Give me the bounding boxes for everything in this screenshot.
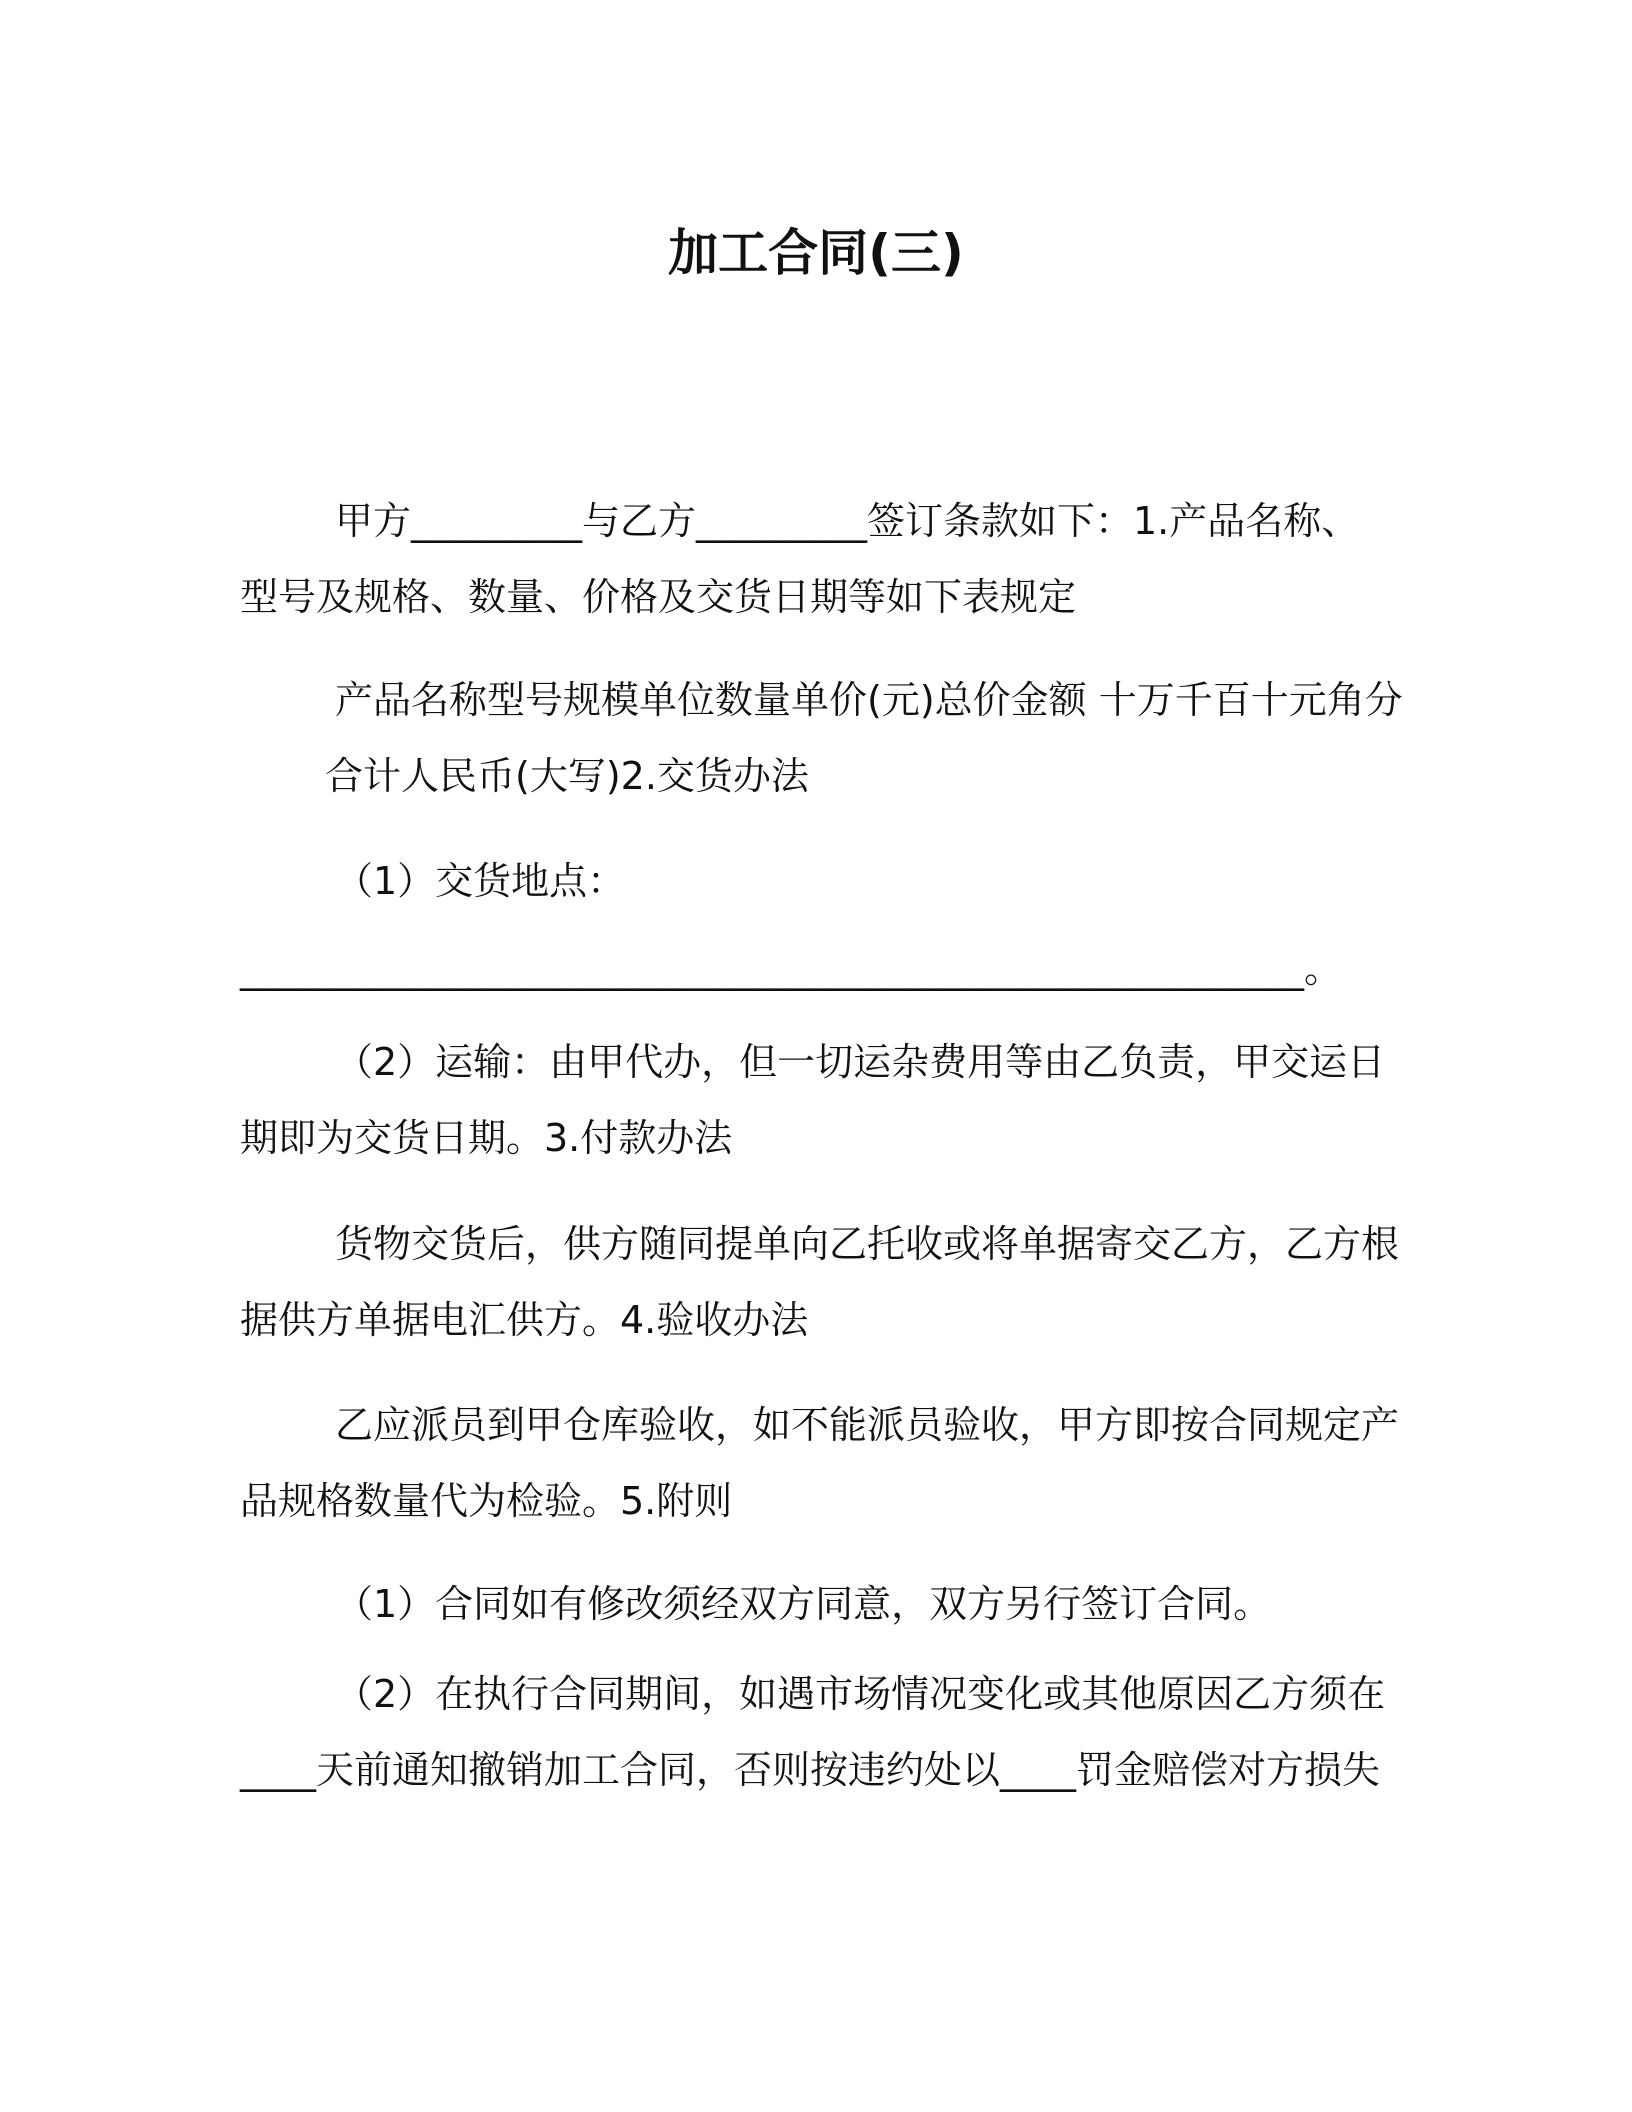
- paragraph-line: 合计人民币(大写)2.交货办法: [325, 754, 809, 798]
- paragraph-line: （2）运输：由甲代办，但一切运杂费用等由乙负责，甲交运日: [335, 1040, 1386, 1084]
- paragraph-transport: [240, 1024, 1386, 1176]
- paragraph-termination: [240, 1656, 1386, 1808]
- paragraph-parties: [240, 483, 1380, 635]
- paragraph-line: 货物交货后，供方随同提单向乙托收或将单据寄交乙方，乙方根: [335, 1222, 1400, 1266]
- paragraph-line: （1）合同如有修改须经双方同意，双方另行签订合同。: [335, 1582, 1272, 1626]
- paragraph-blank-line: [240, 931, 1380, 1007]
- paragraph-line: ________________________________________________________。: [240, 947, 1343, 991]
- paragraph-inspection: [240, 1387, 1400, 1539]
- paragraph-line: 型号及规格、数量、价格及交货日期等如下表规定: [240, 575, 1077, 619]
- paragraph-table-header: [240, 662, 1403, 814]
- paragraph-payment: [240, 1206, 1400, 1358]
- paragraph-line: （2）在执行合同期间，如遇市场情况变化或其他原因乙方须在: [335, 1672, 1386, 1716]
- document-title: 加工合同(三): [668, 224, 964, 282]
- paragraph-delivery-place: [240, 843, 1380, 919]
- paragraph-line: 品规格数量代为检验。5.附则: [240, 1479, 733, 1523]
- paragraph-line: 据供方单据电汇供方。4.验收办法: [240, 1298, 809, 1342]
- paragraph-line: 甲方_________与乙方_________签订条款如下：1.产品名称、: [335, 499, 1360, 543]
- paragraph-line: ____天前通知撤销加工合同，否则按违约处以____罚金赔偿对方损失: [240, 1748, 1381, 1792]
- paragraph-line: 产品名称型号规模单位数量单价(元)总价金额 十万千百十元角分: [335, 678, 1403, 722]
- paragraph-line: 乙应派员到甲仓库验收，如不能派员验收，甲方即按合同规定产: [335, 1403, 1400, 1447]
- paragraph-amendment: [240, 1566, 1380, 1642]
- paragraph-line: （1）交货地点：: [335, 859, 626, 903]
- paragraph-line: 期即为交货日期。3.付款办法: [240, 1116, 733, 1160]
